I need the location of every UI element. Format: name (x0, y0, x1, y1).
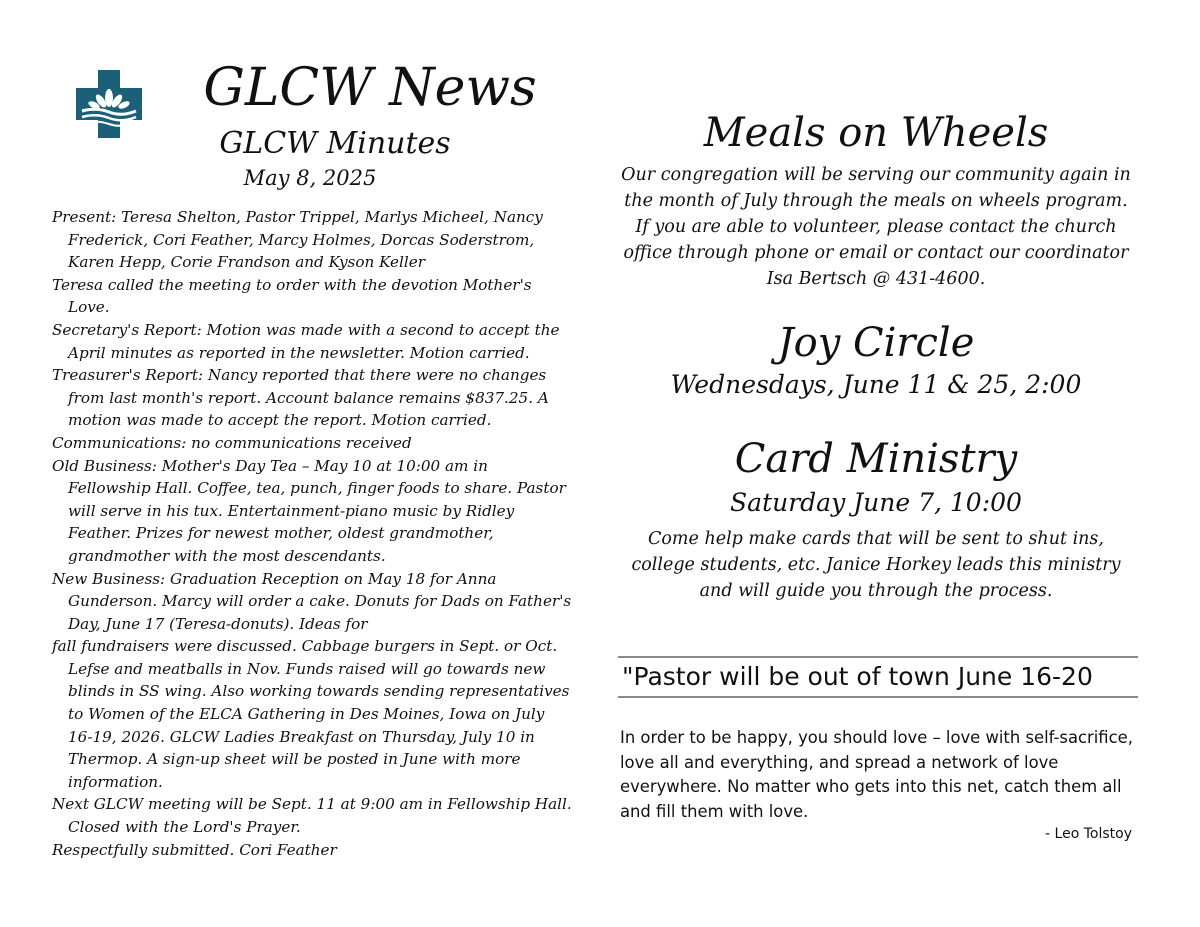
minutes-body (52, 206, 572, 861)
joy-circle-title: Joy Circle (777, 320, 975, 366)
meals-on-wheels-title: Meals on Wheels (703, 110, 1049, 156)
minutes-secretary-report: Secretary's Report: Motion was made with a second to accept the April minutes as reported in the newsletter. Motion carried. (52, 320, 560, 362)
newsletter-masthead: GLCW News (203, 58, 537, 118)
joy-circle-schedule: Wednesdays, June 11 & 25, 2:00 (670, 370, 1082, 399)
minutes-new-business-continued: fall fundraisers were discussed. Cabbage burgers in Sept. or Oct. Lefse and meatballs in Nov. Funds raised will go towards new blinds in SS wing. Also working towards sending representatives to Women of the ELCA Gathering in Des Moines, Iowa on July 16-19, 2026. GLCW Ladies Breakfast on Thursday, July 10 in Thermop. A sign-up sheet will be posted in June with more information. (52, 637, 570, 791)
meals-on-wheels-body: Our congregation will be serving our community again in the month of July through the meals on wheels program. If you are able to volunteer, please contact the church office through phone or email or contact our coordinator Isa Bertsch @ 431-4600. (621, 165, 1131, 289)
minutes-date: May 8, 2025 (243, 166, 377, 190)
minutes-new-business: New Business: Graduation Reception on May 18 for Anna Gunderson. Marcy will order a cake. Donuts for Dads on Father's Day, June 17 (Teresa-donuts). Ideas for (52, 569, 572, 633)
card-ministry-body: Come help make cards that will be sent to shut ins, college students, etc. Janice Horkey leads this ministry and will guide you through the process. (631, 529, 1121, 601)
minutes-communications: Communications: no communications received (52, 433, 412, 452)
minutes-treasurer-report: Treasurer's Report: Nancy reported that there were no changes from last month's report. Account balance remains $837.25. A motion was made to accept the report. Motion carried. (52, 366, 549, 430)
minutes-attendance: Present: Teresa Shelton, Pastor Trippel, Marlys Micheel, Nancy Frederick, Cori Feather, Marcy Holmes, Dorcas Soderstrom, Karen Hepp, Corie Frandson and Kyson Keller (52, 208, 543, 272)
quote-author: - Leo Tolstoy (1045, 826, 1132, 842)
pastor-away-notice: "Pastor will be out of town June 16-20 (618, 656, 1138, 698)
minutes-call-to-order: Teresa called the meeting to order with the devotion Mother's Love. (52, 275, 532, 317)
minutes-old-business: Old Business: Mother's Day Tea – May 10 at 10:00 am in Fellowship Hall. Coffee, tea, punch, finger foods to share. Pastor will serve in his tux. Entertainment-piano music by Ridley Feather. Prizes for newest mother, oldest grandmother, grandmother with the most descendants. (52, 456, 566, 565)
tolstoy-quote: In order to be happy, you should love – love with self-sacrifice, love all and everything, and spread a network of love everywhere. No matter who gets into this net, catch them all and fill them with love. (620, 728, 1133, 821)
card-ministry-title: Card Ministry (734, 436, 1018, 482)
minutes-title: GLCW Minutes (219, 126, 451, 161)
minutes-next-meeting: Next GLCW meeting will be Sept. 11 at 9:00 am in Fellowship Hall. Closed with the Lord's Prayer. (52, 795, 572, 837)
card-ministry-schedule: Saturday June 7, 10:00 (730, 488, 1022, 517)
church-logo-icon (76, 70, 142, 138)
minutes-signature: Respectfully submitted. Cori Feather (52, 840, 337, 859)
